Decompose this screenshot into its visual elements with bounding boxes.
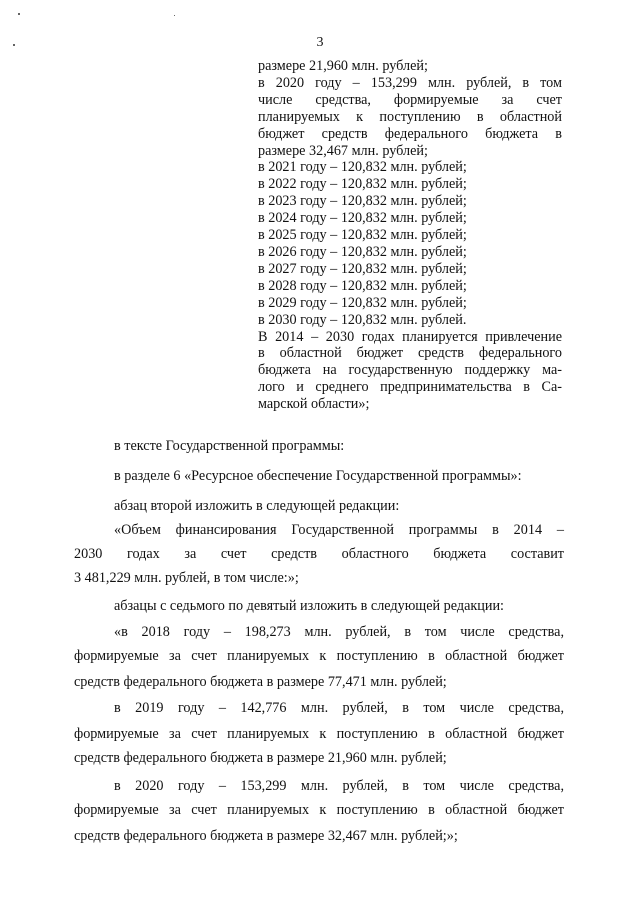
column-line: размере 21,960 млн. рублей; (258, 58, 428, 74)
body-line: в 2019 году – 142,776 млн. рублей, в том числе средства, (114, 700, 564, 716)
body-line: формируемые за счет планируемых к поступлению в областной бюджет (74, 726, 564, 742)
scan-speck (18, 13, 20, 15)
column-line: числе средства, формируемые за счет (258, 91, 562, 108)
column-line: марской области»; (258, 396, 370, 413)
column-line: планируемых к поступлению в областной (258, 108, 562, 125)
column-line: бюджет средств федерального бюджета в (258, 125, 562, 142)
body-line: в разделе 6 «Ресурсное обеспечение Государственной программы»: (114, 468, 522, 484)
body-line: абзац второй изложить в следующей редакции: (114, 498, 400, 514)
column-line: размере 32,467 млн. рублей; (258, 142, 428, 159)
body-line: в 2020 году – 153,299 млн. рублей, в том числе средства, (114, 778, 564, 794)
body-line: в тексте Государственной программы: (114, 438, 345, 454)
column-line: в 2023 году – 120,832 млн. рублей; (258, 193, 467, 210)
column-line: бюджета на государственную поддержку ма- (258, 362, 562, 379)
column-line: лого и среднего предпринимательства в Са- (258, 379, 562, 396)
body-line: формируемые за счет планируемых к поступлению в областной бюджет (74, 648, 564, 664)
right-column-block (258, 58, 562, 413)
column-line: в 2024 году – 120,832 млн. рублей; (258, 210, 467, 227)
column-line: в 2028 году – 120,832 млн. рублей; (258, 277, 467, 294)
body-line: «в 2018 году – 198,273 млн. рублей, в том числе средства, (114, 624, 564, 640)
body-line: средств федерального бюджета в размере 32,467 млн. рублей;»; (74, 828, 458, 844)
column-line: в 2030 году – 120,832 млн. рублей. (258, 311, 467, 328)
column-line: в 2020 году – 153,299 млн. рублей, в том (258, 74, 562, 91)
body-line: средств федерального бюджета в размере 77,471 млн. рублей; (74, 674, 447, 690)
scan-speck (174, 15, 175, 16)
body-line: средств федерального бюджета в размере 21,960 млн. рублей; (74, 750, 447, 766)
body-line: 2030 годах за счет средств областного бюджета составит (74, 546, 564, 562)
body-line: «Объем финансирования Государственной программы в 2014 – (114, 522, 564, 538)
column-line: в 2029 году – 120,832 млн. рублей; (258, 294, 467, 311)
column-line: в 2022 году – 120,832 млн. рублей; (258, 176, 467, 193)
body-line: 3 481,229 млн. рублей, в том числе:»; (74, 570, 299, 586)
page-number: 3 (316, 35, 324, 50)
column-line: в 2025 году – 120,832 млн. рублей; (258, 227, 467, 244)
column-line: в 2021 году – 120,832 млн. рублей; (258, 159, 467, 176)
column-line: в 2026 году – 120,832 млн. рублей; (258, 243, 467, 260)
column-line: в 2027 году – 120,832 млн. рублей; (258, 260, 467, 277)
column-line: В 2014 – 2030 годах планируется привлечение (258, 328, 562, 345)
body-line: абзацы с седьмого по девятый изложить в следующей редакции: (114, 598, 505, 614)
body-line: формируемые за счет планируемых к поступлению в областной бюджет (74, 802, 564, 818)
column-line: в областной бюджет средств федерального (258, 345, 562, 362)
